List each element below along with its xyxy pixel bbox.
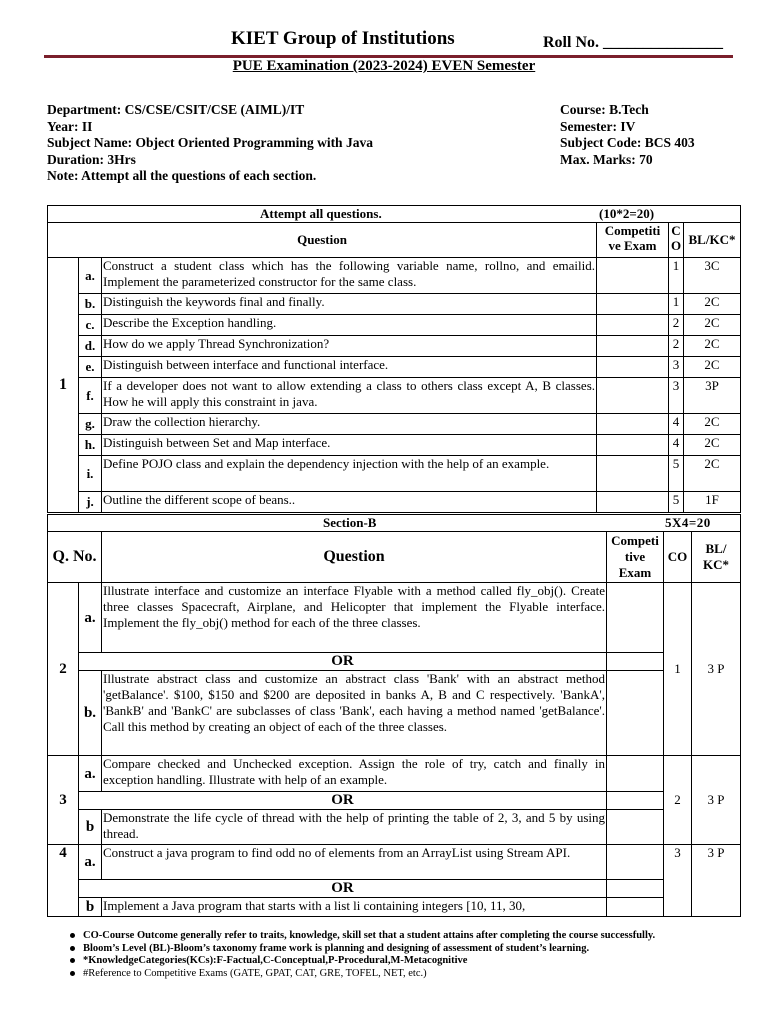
q1-item-label: d.: [79, 336, 102, 357]
q1-item-text: Outline the different scope of beans..: [102, 492, 597, 513]
q2a-row: [48, 583, 741, 653]
footnotes: [70, 930, 655, 980]
section-a-row: [48, 357, 741, 378]
q1-item-co: 3: [669, 357, 684, 378]
q3b-text: Demonstrate the life cycle of thread with the help of printing the table of 2, 3, and 5 by using thread.: [102, 810, 607, 845]
course: Course: B.Tech: [560, 102, 649, 117]
q4-or-row: [48, 880, 741, 898]
q4-bl: 3 P: [692, 845, 741, 917]
q4b-label: b: [79, 898, 102, 917]
q1-item-label: e.: [79, 357, 102, 378]
footnote-text: Bloom’s Level (BL)-Bloom’s taxonomy frame work is planning and designing of assessment of student’s learning.: [83, 942, 590, 954]
q2-bl: 3 P: [692, 583, 741, 756]
section-a-row: [48, 294, 741, 315]
q1-item-bl: 2C: [684, 456, 741, 492]
footnote-item: [70, 930, 655, 943]
q1-item-exam: [597, 357, 669, 378]
q1-item-label: j.: [79, 492, 102, 513]
q3-or-row: [48, 792, 741, 810]
section-b-marks: 5X4=20: [665, 515, 711, 530]
q4-number: 4: [48, 845, 79, 917]
section-b-heading-row: [48, 515, 741, 532]
q3a-text: Compare checked and Unchecked exception. Assign the role of try, catch and finally in exception handling. Illustrate with help of an example.: [102, 756, 607, 792]
q1-item-co: 5: [669, 456, 684, 492]
q1-item-co: 3: [669, 378, 684, 414]
q1-item-co: 4: [669, 435, 684, 456]
q3b-label: b: [79, 810, 102, 845]
col-bl-kc: BL/KC*: [684, 223, 741, 258]
q1-item-bl: 1F: [684, 492, 741, 513]
q1-item-bl: 2C: [684, 357, 741, 378]
q1-item-text: How do we apply Thread Synchronization?: [102, 336, 597, 357]
q1-item-bl: 2C: [684, 315, 741, 336]
q2b-text: Illustrate abstract class and customize an abstract class 'Bank' with an abstract method 'getBalance'. $100, $150 and $200 are deposited in banks A, B and C respectively. 'BankA', 'BankB' and 'BankC' are subclasses of class 'Bank', each having a method named 'getBalance'. Call this method by creating an object of each of the three classes.: [102, 671, 607, 756]
q2b-row: [48, 671, 741, 756]
col-question: Question: [48, 223, 597, 258]
department: Department: CS/CSE/CSIT/CSE (AIML)/IT: [47, 102, 305, 117]
footnote-text: *KnowledgeCategories(KCs):F-Factual,C-Conceptual,P-Procedural,M-Metacognitive: [83, 955, 468, 966]
q1-item-bl: 2C: [684, 435, 741, 456]
q1-item-exam: [597, 414, 669, 435]
footnote-item: [70, 968, 655, 981]
section-b-header-row: [48, 532, 741, 583]
subject-name: Subject Name: Object Oriented Programming with Java: [47, 135, 373, 150]
q1-item-bl: 2C: [684, 294, 741, 315]
footnote-text: CO-Course Outcome generally refer to traits, knowledge, skill set that a student attains after completing the course successfully.: [83, 930, 656, 941]
q1-item-co: 1: [669, 294, 684, 315]
q1-item-text: Draw the collection hierarchy.: [102, 414, 597, 435]
footnote-item: [70, 943, 655, 956]
q1-item-exam: [597, 492, 669, 513]
q1-item-exam: [597, 294, 669, 315]
section-a-row: [48, 378, 741, 414]
q1-item-label: h.: [79, 435, 102, 456]
section-a-row: [48, 492, 741, 513]
subject-code: Subject Code: BCS 403: [560, 135, 695, 150]
q4-or: OR: [79, 880, 607, 898]
q1-item-co: 2: [669, 315, 684, 336]
q4a-text: Construct a java program to find odd no of elements from an ArrayList using Stream API.: [102, 845, 607, 880]
q1-item-bl: 2C: [684, 336, 741, 357]
q1-item-bl: 3P: [684, 378, 741, 414]
col-co-b: CO: [664, 532, 692, 583]
q2-co: 1: [664, 583, 692, 756]
q3a-exam: [607, 756, 664, 792]
meta-left: [47, 102, 373, 185]
q1-item-text: Distinguish between interface and functional interface.: [102, 357, 597, 378]
section-a-heading-row: [48, 206, 741, 223]
section-a-table: [47, 205, 741, 513]
q1-item-bl: 2C: [684, 414, 741, 435]
q4a-exam: [607, 845, 664, 880]
q1-item-co: 4: [669, 414, 684, 435]
q1-item-co: 5: [669, 492, 684, 513]
section-a-row: [48, 315, 741, 336]
q1-number: 1: [48, 258, 79, 513]
bullet-icon: [70, 946, 75, 951]
q2a-label: a.: [79, 583, 102, 653]
bullet-icon: [70, 971, 75, 976]
q2-or: OR: [79, 653, 607, 671]
col-qno: Q. No.: [48, 532, 102, 583]
q1-item-exam: [597, 435, 669, 456]
section-a-row: [48, 414, 741, 435]
q2-or-exam: [607, 653, 664, 671]
q3-co: 2: [664, 756, 692, 845]
q1-item-label: a.: [79, 258, 102, 294]
section-a-heading: Attempt all questions.: [260, 206, 382, 221]
q1-item-exam: [597, 336, 669, 357]
q3-or: OR: [79, 792, 607, 810]
section-a-marks: (10*2=20): [599, 206, 655, 221]
q1-item-exam: [597, 258, 669, 294]
col-question-b: Question: [102, 532, 607, 583]
q3-bl: 3 P: [692, 756, 741, 845]
col-bl-kc-b: BL/ KC*: [692, 532, 741, 583]
meta-right: [560, 102, 695, 168]
section-b-table: [47, 514, 741, 917]
section-a-row: [48, 258, 741, 294]
section-a-header-row: [48, 223, 741, 258]
q1-item-label: g.: [79, 414, 102, 435]
section-a-row: [48, 336, 741, 357]
q1-item-co: 2: [669, 336, 684, 357]
section-a-row: [48, 456, 741, 492]
q1-item-text: Define POJO class and explain the dependency injection with the help of an example.: [102, 456, 597, 492]
section-b-heading: Section-B: [323, 515, 377, 530]
q3a-label: a.: [79, 756, 102, 792]
exam-title: PUE Examination (2023-2024) EVEN Semester: [232, 58, 536, 74]
roll-number-field: Roll No. _______________: [543, 34, 723, 51]
q4b-exam: [607, 898, 664, 917]
q1-item-exam: [597, 315, 669, 336]
q1-item-exam: [597, 456, 669, 492]
q4b-row: [48, 898, 741, 917]
q4-co: 3: [664, 845, 692, 917]
q4-or-exam: [607, 880, 664, 898]
institution-name: KIET Group of Institutions: [231, 28, 455, 49]
q4b-text: Implement a Java program that starts with a list li containing integers [10, 11, 30,: [102, 898, 607, 917]
col-competitive-exam: Competiti ve Exam: [597, 223, 669, 258]
year: Year: II: [47, 118, 93, 134]
q3-number: 3: [48, 756, 79, 845]
q3b-row: [48, 810, 741, 845]
q2a-text: Illustrate interface and customize an interface Flyable with a method called fly_obj(). Create three classes Spacecraft, Airplane, and Helicopter that implement the Flyable interface. Implement the fly_obj() method for each of the three classes.: [102, 583, 607, 653]
bullet-icon: [70, 958, 75, 963]
q1-item-text: Distinguish the keywords final and finally.: [102, 294, 597, 315]
q1-item-label: f.: [79, 378, 102, 414]
semester: Semester: IV: [560, 118, 636, 134]
q1-item-text: Distinguish between Set and Map interface.: [102, 435, 597, 456]
q1-item-label: i.: [79, 456, 102, 492]
q1-item-bl: 3C: [684, 258, 741, 294]
q1-item-text: If a developer does not want to allow extending a class to others class except A, B classes. How he will apply this constraint in java.: [102, 378, 597, 414]
q1-item-label: b.: [79, 294, 102, 315]
q3-or-exam: [607, 792, 664, 810]
q4a-label: a.: [79, 845, 102, 880]
bullet-icon: [70, 933, 75, 938]
q1-item-text: Construct a student class which has the following variable name, rollno, and emailid. Implement the parameterized constructor for the same class.: [102, 258, 597, 294]
max-marks: Max. Marks: 70: [560, 151, 653, 167]
q2b-label: b.: [79, 671, 102, 756]
footnote-text: #Reference to Competitive Exams (GATE, GPAT, CAT, GRE, TOFEL, NET, etc.): [83, 967, 427, 979]
section-a-row: [48, 435, 741, 456]
q3b-exam: [607, 810, 664, 845]
q4a-row: [48, 845, 741, 880]
note: Note: Attempt all the questions of each section.: [47, 168, 317, 183]
q1-item-label: c.: [79, 315, 102, 336]
q1-item-exam: [597, 378, 669, 414]
q2a-exam: [607, 583, 664, 653]
q1-item-text: Describe the Exception handling.: [102, 315, 597, 336]
footnote-item: [70, 955, 655, 968]
q2-number: 2: [48, 583, 79, 756]
q3a-row: [48, 756, 741, 792]
q2-or-row: [48, 653, 741, 671]
duration: Duration: 3Hrs: [47, 151, 136, 167]
col-co: C O: [669, 223, 684, 258]
q1-item-co: 1: [669, 258, 684, 294]
q2b-exam: [607, 671, 664, 756]
col-competitive-exam-b: Competi tive Exam: [607, 532, 664, 583]
